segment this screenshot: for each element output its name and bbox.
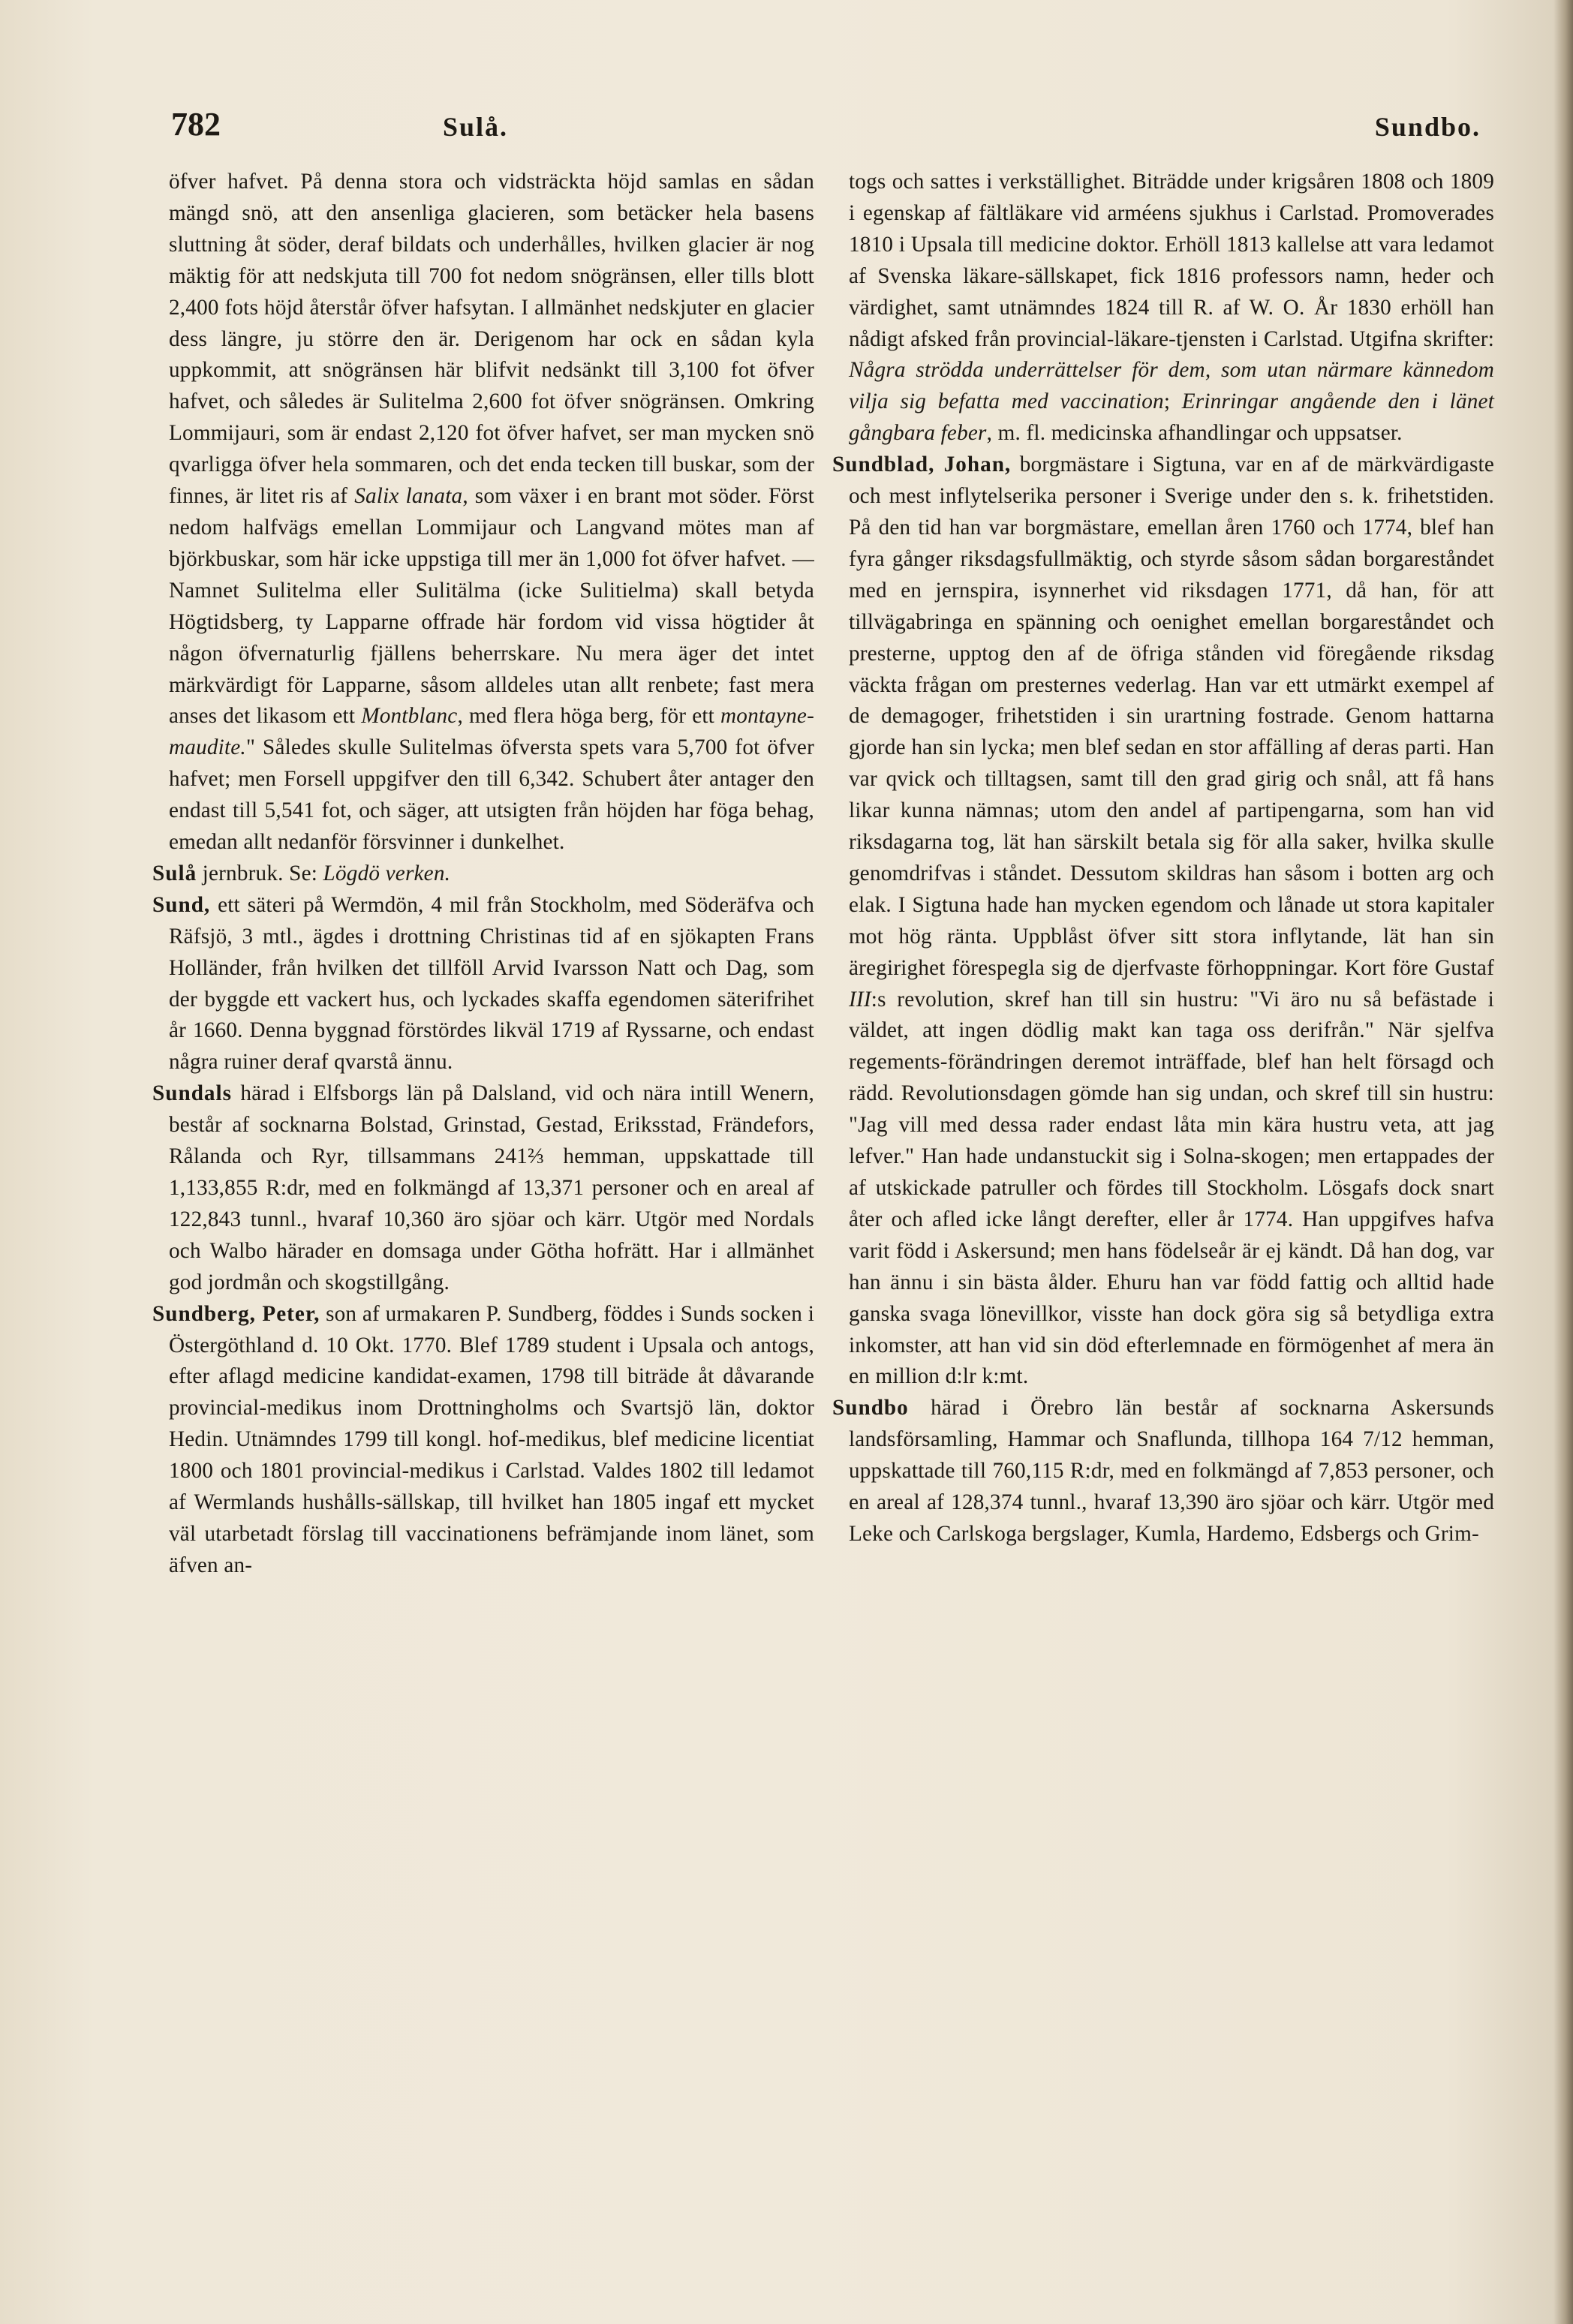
page-edge-shadow [1553, 0, 1573, 2324]
entry-sula: Sulå jernbruk. Se: Lögdö verken. [152, 861, 451, 885]
entry-sundbo: Sundbo härad i Örebro län består af socknarna Askersunds landsförsamling, Hammar och Snaflunda, tillhopa 164 7/12 hemman, uppskattade till 760,115 R:dr, med en folkmängd af 7,853 personer, och en areal af 128,374 tunnl., hvaraf 13,390 äro sjöar och kärr. Utgör med Leke och Carlskoga bergslager, Kumla, Hardemo, Edsbergs och Grim- [832, 1396, 1494, 1546]
sundberg-continuation: togs och sattes i verkställighet. Biträdde under krigsåren 1808 och 1809 i egenskap af fältläkare vid arméens sjukhus i Carlstad. Promoverades 1810 i Upsala till medicine doktor. Erhöll 1813 kallelse att vara ledamot af Svenska läkare-sällskapet, fick 1816 professors namn, heder och värdighet, samt utnämndes 1824 till R. af W. O. År 1830 erhöll han nådigt afsked från provincial-läkare-tjensten i Carlstad. Utgifna skrifter: Några strödda underrättelser för dem, som utan närmare kännedom vilja sig befatta med vaccination; Erinringar angående den i länet gångbara feber, m. fl. medicinska afhandlingar och uppsatser. [849, 170, 1494, 446]
entry-sund: Sund, ett säteri på Wermdön, 4 mil från Stockholm, med Söderäfva och Räfsjö, 3 mtl., ägdes i drottning Christinas tid af en sjökapten Frans Holländer, från hvilken det tillföll Arvid Ivarsson Natt och Dag, som der byggde ett vackert hus, och lyckades skaffa egendomen säterifrihet år 1660. Denna byggnad förstördes likväl 1719 af Ryssarne, och endast några ruiner deraf qvarstå ännu. [152, 892, 814, 1075]
sulitelma-continuation: öfver hafvet. På denna stora och vidsträckta höjd samlas en sådan mängd snö, att den ansenliga glacieren, som betäcker hela basens sluttning åt söder, deraf bildats och underhålles, hvilken glacier är nog mäktig för att nedskjuta till 700 fot nedom snögränsen, eller tills blott 2,400 fots höjd återstår öfver hafsytan. I allmänhet nedskjuter en glacier dess längre, ju större den är. Derigenom har ock en sådan kyla uppkommit, att snögränsen här blifvit nedsänkt till 3,100 fot öfver hafvet, och således är Sulitelma 2,600 fot öfver snögränsen. Omkring Lommijauri, som är endast 2,120 fot öfver hafvet, ser man mycken snö qvarligga öfver hela sommaren, och det enda tecken till buskar, som der finnes, är litet ris af Salix lanata, som växer i en brant mot söder. Först nedom halfvägs emellan Lommijaur och Langvand mötes man af björkbuskar, som här icke uppstiga till mer än 1,000 fot öfver hafvet. — Namnet Sulitelma eller Sulitälma (icke Sulitielma) skall betyda Högtidsberg, ty Lapparne offrade här fordom vid vissa högtider åt någon öfvernaturlig fjällens beherrskare. Nu mera äger det intet märkvärdigt för Lapparne, såsom alldeles utan allt renbete; fast mera anses det likasom ett Montblanc, med flera höga berg, för ett montayne-maudite." Således skulle Sulitelmas öfversta spets vara 5,700 fot öfver hafvet; men Forsell uppgifver den till 6,342. Schubert åter antager den endast till 5,541 fot, och säger, att utsigten från höjden har föga behag, emedan allt nedanför försvinner i dunkelhet. [169, 170, 814, 855]
entry-headword: Sundberg, Peter, [152, 1301, 320, 1326]
entry-headword: Sund, [152, 892, 211, 917]
running-head-left: Sulå. [443, 112, 509, 142]
left-column [152, 167, 814, 1582]
entry-headword: Sundals [152, 1081, 232, 1106]
entry-sundblad: Sundblad, Johan, borgmästare i Sigtuna, var en af de märkvärdigaste och mest inflytelserika personer i Sverige under den s. k. frihetstiden. På den tid han var borgmästare, emellan åren 1760 och 1774, blef han fyra gånger riksdagsfullmäktig, och styrde såsom sådan borgareståndet med en jernspira, isynnerhet vid riksdagen 1771, då han, för att tillvägabringa en spänning och oenighet emellan borgareståndet och presterne, upptog den af de öfriga stånden vid föregående riksdag väckta frågan om presternes vederlag. Han var ett utmärkt exempel af de demagoger, frihetstiden i sin urartning fostrade. Genom hattarna gjorde han sin lycka; men blef sedan en stor affälling af deras parti. Han var qvick och tilltagsen, samt till den grad girig och snål, att få hans likar kunna nämnas; utom den andel af partipengarna, som han vid riksdagarna tog, lät han särskilt betala sig för alla saker, hvilka skulle genomdrifvas i ståndet. Dessutom skildras han såsom i botten arg och elak. I Sigtuna hade han mycken egendom och lånade ut stora kapitaler mot hög ränta. Uppblåst öfver sitt stora inflytande, lät han sin äregirighet förespegla sig de djerfvaste förhoppningar. Kort före Gustaf III:s revolution, skref han till sin hustru: "Vi äro nu så befästade i väldet, att ingen dödlig makt kan taga oss derifrån." När sjelfva regements-förändringen deremot inträffade, blef han helt försagd och rädd. Revolutionsdagen gömde han sig undan, och skref till sin hustru: "Jag vill med dessa rader endast låta min kära hustru veta, att jag lefver." Han hade undanstuckit sig i Solna-skogen; men ertappades der af utskickade patruller och fördes till Stockholm. Lösgafs dock snart åter och afled icke långt derefter, eller år 1774. Han uppgifves hafva varit född i Askersund; men hans födelseår är ej kändt. Då han dog, var han ännu i sin bästa ålder. Ehuru han var född fattig och alltid hade ganska svaga lönevillkor, visste han dock göra sig så betydliga extra inkomster, att han vid sin död efterlemnade en förmögenhet af mera än en million d:lr k:mt. [832, 452, 1494, 1389]
running-head-right: Sundbo. [1374, 112, 1481, 142]
right-column [832, 167, 1494, 1550]
entry-sundberg: Sundberg, Peter, son af urmakaren P. Sundberg, föddes i Sunds socken i Östergöthland d. 10 Okt. 1770. Blef 1789 student i Upsala och antogs, efter aflagd medicine kandidat-examen, 1798 till biträde åt dåvarande provincial-medikus inom Drottningholms och Svartsjö län, doktor Hedin. Utnämndes 1799 till kongl. hof-medikus, blef medicine licentiat 1800 och 1801 provincial-medikus i Carlstad. Valdes 1802 till ledamot af Wermlands hushålls-sällskap, till hvilket han 1805 ingaf ett mycket väl utarbetadt förslag till vaccinationens befrämjande inom länet, som äfven an- [152, 1301, 814, 1577]
entry-headword: Sundblad, Johan, [832, 452, 1012, 477]
page-number: 782 [171, 106, 221, 143]
entry-headword: Sulå [152, 861, 197, 885]
page-header [164, 105, 1481, 150]
entry-headword: Sundbo [832, 1396, 909, 1421]
entry-sundals: Sundals härad i Elfsborgs län på Dalsland, vid och nära intill Wenern, består af socknarna Bolstad, Grinstad, Gestad, Eriksstad, Frändefors, Rålanda och Ryr, tillsammans 241⅔ hemman, uppskattade till 1,133,855 R:dr, med en folkmängd af 13,371 personer och en areal af 122,843 tunnl., hvaraf 10,360 äro sjöar och kärr. Utgör med Nordals och Walbo härader en domsaga under Götha hofrätt. Har i allmänhet god jordmån och skogstillgång. [152, 1081, 814, 1294]
